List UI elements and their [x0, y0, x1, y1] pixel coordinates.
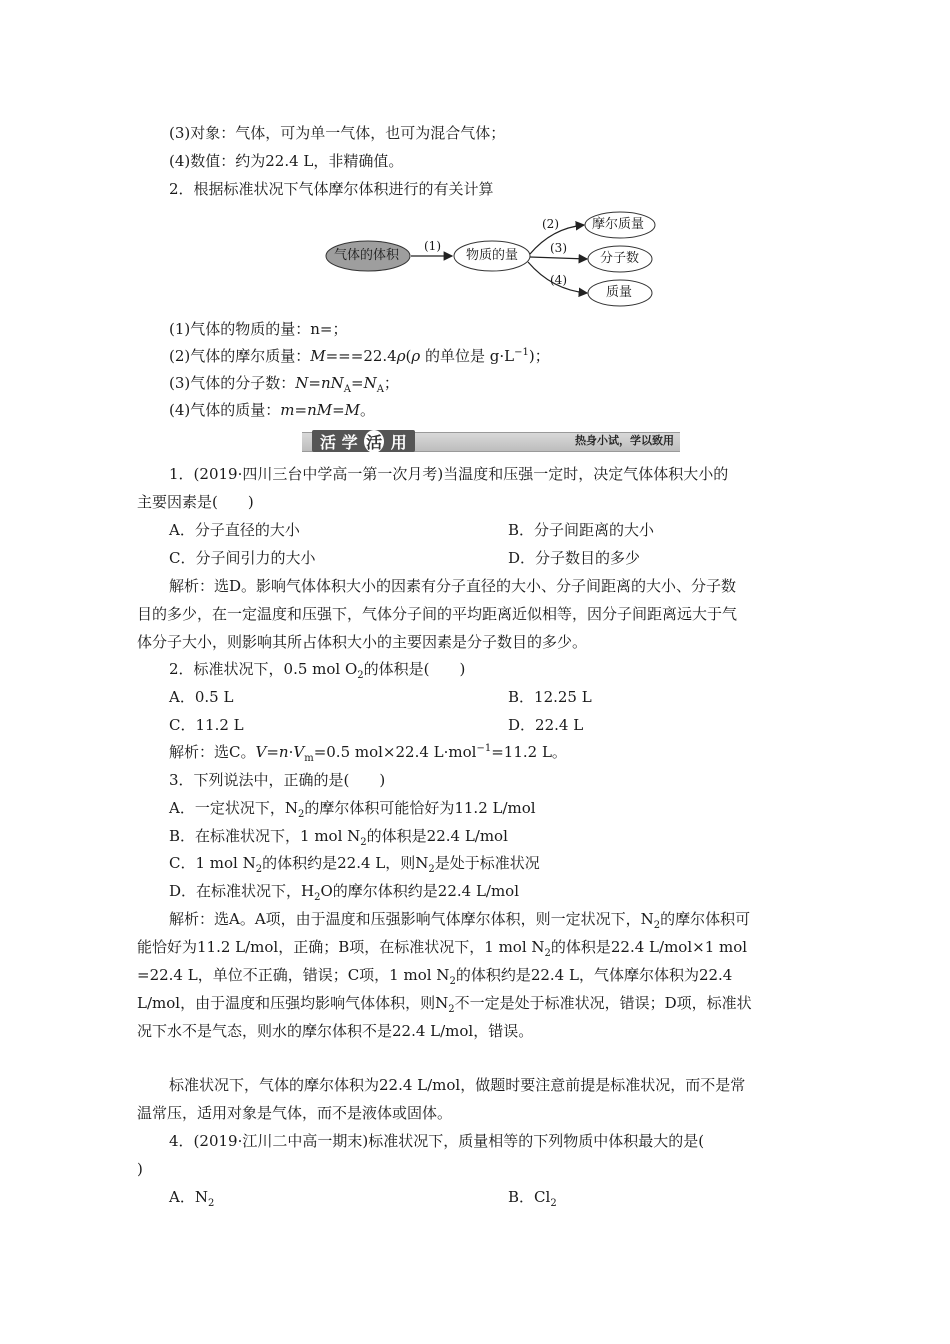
q1-option-c: C．分子间引力的大小 — [169, 549, 316, 567]
q3-explanation-2: 能恰好为11.2 L/mol，正确；B项，在标准状况下，1 mol $N_2$的体积是22.4 L/mol×1 mol — [137, 938, 748, 959]
q4-stem-1: 4．(2019·江川二中高一期末)标准状况下，质量相等的下列物质中体积最大的是( — [169, 1132, 705, 1150]
q3-option-a: A．一定状况下，$N_2$的摩尔体积可能恰好为11.2 L/mol — [169, 799, 536, 820]
node-molar-mass-label: 摩尔质量 — [592, 217, 645, 232]
arrow-4-label: (4) — [550, 273, 567, 287]
arrow-3-label: (3) — [550, 241, 567, 255]
q1-option-a: A．分子直径的大小 — [169, 521, 300, 539]
q3-stem: 3．下列说法中，正确的是( ) — [169, 771, 386, 789]
banner-title: 活 学 活 用 — [312, 430, 415, 452]
arrow-2-label: (2) — [542, 217, 559, 231]
flow-diagram — [320, 210, 660, 310]
node-mass-label: 质量 — [606, 285, 633, 300]
q1-explanation-2: 目的多少，在一定温度和压强下，气体分子间的平均距离近似相等，因分子间距离远大于气 — [137, 605, 738, 623]
line-value: (4)数值：约为22.4 L，非精确值。 — [169, 152, 404, 170]
q3-explanation-3: =22.4 L，单位不正确，错误；C项，1 mol $N_2$的体积约是22.4 L，气体摩尔体积为22.4 — [137, 966, 733, 987]
q2-option-d: D．22.4 L — [508, 716, 584, 734]
q3-option-d: D．在标准状况下，$H_2O$的摩尔体积约是22.4 L/mol — [169, 882, 520, 903]
banner-subtitle: 热身小试，学以致用 — [575, 434, 674, 447]
note-line-1: 标准状况下，气体的摩尔体积为22.4 L/mol，做题时要注意前提是标准状况，而不是常 — [169, 1076, 746, 1094]
arrow-1-label: (1) — [424, 239, 441, 253]
q1-explanation-3: 体分子大小，则影响其所占体积大小的主要因素是分子数目的多少。 — [137, 633, 588, 651]
q4-stem-2: ) — [137, 1160, 143, 1178]
q1-stem-2: 主要因素是( ) — [137, 493, 254, 511]
q3-option-b: B．在标准状况下，1 mol $N_2$的体积是22.4 L/mol — [169, 827, 508, 848]
formula-mass: (4)气体的质量：m=nM=M。 — [169, 401, 376, 419]
q4-option-a: A．$N_2$ — [169, 1188, 215, 1209]
q1-option-d: D．分子数目的多少 — [508, 549, 641, 567]
section-banner — [302, 430, 680, 452]
q2-stem: 2．标准状况下，0.5 mol $O_2$的体积是( ) — [169, 660, 466, 681]
formula-molecule-count: (3)气体的分子数：$N=nN_A=N_A$； — [169, 374, 399, 395]
q3-option-c: C．1 mol $N_2$的体积约是22.4 L，则$N_2$是处于标准状况 — [169, 854, 540, 875]
q1-explanation-1: 解析：选D。影响气体体积大小的因素有分子直径的大小、分子间距离的大小、分子数 — [169, 577, 737, 595]
line-object: (3)对象：气体，可为单一气体，也可为混合气体； — [169, 124, 506, 142]
formula-molar-mass: (2)气体的摩尔质量：M===22.4ρ(ρ 的单位是 $g\cdot L^{-1}$)； — [169, 347, 550, 365]
q3-explanation-1: 解析：选A。A项，由于温度和压强影响气体摩尔体积，则一定状况下，$N_2$的摩尔体积可 — [169, 910, 751, 931]
node-amount-label: 物质的量 — [466, 248, 519, 263]
q4-option-b: B．$Cl_2$ — [508, 1188, 557, 1209]
q3-explanation-5: 况下水不是气态，则水的摩尔体积不是22.4 L/mol，错误。 — [137, 1022, 534, 1040]
node-molecule-count-label: 分子数 — [600, 251, 640, 266]
note-line-2: 温常压，适用对象是气体，而不是液体或固体。 — [137, 1104, 453, 1122]
q2-option-c: C．11.2 L — [169, 716, 244, 734]
node-gas-volume-label: 气体的体积 — [334, 248, 400, 263]
q2-option-a: A．0.5 L — [169, 688, 234, 706]
section-heading: 2．根据标准状况下气体摩尔体积进行的有关计算 — [169, 180, 494, 198]
formula-amount: (1)气体的物质的量：n=； — [169, 320, 348, 338]
q2-option-b: B．12.25 L — [508, 688, 592, 706]
q2-explanation: 解析：选C。$V=n\cdot V_m=0.5$ mol×22.4 L·mol$^{-1}$=11.2 L。 — [169, 743, 567, 764]
q1-option-b: B．分子间距离的大小 — [508, 521, 655, 539]
q3-explanation-4: L/mol，由于温度和压强均影响气体体积，则$N_2$不一定是处于标准状况，错误；D项，标准状 — [137, 994, 752, 1015]
q1-stem-1: 1．(2019·四川三台中学高一第一次月考)当温度和压强一定时，决定气体体积大小的 — [169, 465, 729, 483]
